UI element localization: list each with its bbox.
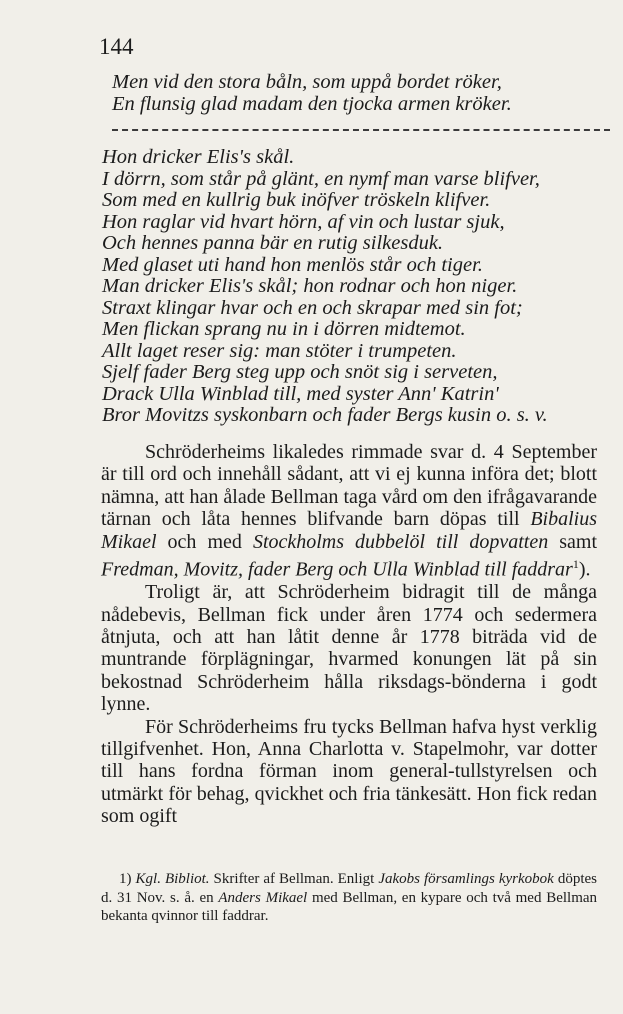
dashed-separator [112, 129, 610, 131]
verse-line: Men flickan sprang nu in i dörren midtemot. [102, 318, 466, 340]
text-run: med Bellman, en kypare och två med Bellman bekanta qvinnor till faddrar. [101, 889, 598, 924]
italic-run: Anders Mikael [218, 889, 308, 906]
paragraph [101, 441, 597, 581]
verse-line: Bror Movitzs syskonbarn och fader Bergs kusin o. s. v. [102, 404, 548, 426]
footnote-ref: 1 [572, 557, 579, 572]
verse-top [112, 72, 512, 115]
italic-run: Stockholms dubbelöl till dopvatten [252, 530, 549, 553]
verse-line: Hon raglar vid hvart hörn, af vin och lustar sjuk, [102, 210, 505, 233]
text-run: Schröderheims likaledes rimmade svar d. 4 September är till ord och innehåll sådant, att vi ej kunna införa det; blott nämna, att han ålade Bellman taga vård om den ifrågavarande tärnan och låta hennes blifvande barn döpas till [101, 441, 597, 531]
footnote-mark: 1) [119, 871, 132, 887]
verse-line: Med glaset uti hand hon menlös står och tiger. [102, 253, 483, 276]
verse-line: Sjelf fader Berg steg upp och snöt sig i serveten, [102, 361, 498, 383]
italic-run: Kgl. Bibliot. [135, 871, 210, 887]
verse-line: Allt laget reser sig: man stöter i trumpeten. [102, 339, 457, 362]
footnote [101, 870, 597, 926]
verse-line: Och hennes panna bär en rutig silkesduk. [102, 232, 444, 254]
italic-run: Bibalius Mikael [101, 508, 597, 553]
paragraph: För Schröderheims fru tycks Bellman hafva hyst verklig tillgifvenhet. Hon, Anna Charlotta v. Stapelmohr, var dotter till hans fordna förman inom general-tullstyrelsen och utmärkt för behag, qvickhet och fria tänkesätt. Hon fick redan som ogift [101, 715, 597, 828]
page-number: 144 [99, 34, 134, 59]
text-run: ). [578, 558, 591, 581]
text-run: samt [548, 530, 598, 553]
paragraph: Troligt är, att Schröderheim bidragit till de många nådebevis, Bellman fick under åren 1774 och sedermera åtnjuta, och att han låtit denne år 1778 biträda vid de muntrande förplägningar, hvarmed konungen lät på sin bekostnad Schröderheim hålla riksdags-bönderna i godt lynne. [101, 581, 597, 716]
verse-line: En flunsig glad madam den tjocka armen kröker. [112, 92, 512, 115]
verse-line: Drack Ulla Winblad till, med syster Ann' Katrin' [102, 382, 499, 405]
italic-run: Jakobs församlings kyrkobok [378, 871, 554, 887]
prose-body [101, 441, 597, 828]
verse-line: Som med en kullrig buk inöfver tröskeln klifver. [102, 189, 491, 211]
verse-line: I dörrn, som står på glänt, en nymf man varse blifver, [102, 167, 540, 190]
verse-line: Hon dricker Elis's skål. [102, 146, 295, 168]
verse-line: Straxt klingar hvar och en och skrapar med sin fot; [102, 296, 523, 319]
verse-line: Man dricker Elis's skål; hon rodnar och hon niger. [102, 275, 518, 297]
verse-main [102, 147, 548, 427]
text-run: döptes d. 31 Nov. s. å. en [101, 871, 598, 906]
text-run: Skrifter af Bellman. Enligt [209, 871, 379, 887]
text-run: och med [156, 530, 253, 553]
verse-line: Men vid den stora båln, som uppå bordet röker, [112, 71, 502, 93]
italic-run: Fredman, Movitz, fader Berg och Ulla Winblad till faddrar [101, 558, 573, 581]
